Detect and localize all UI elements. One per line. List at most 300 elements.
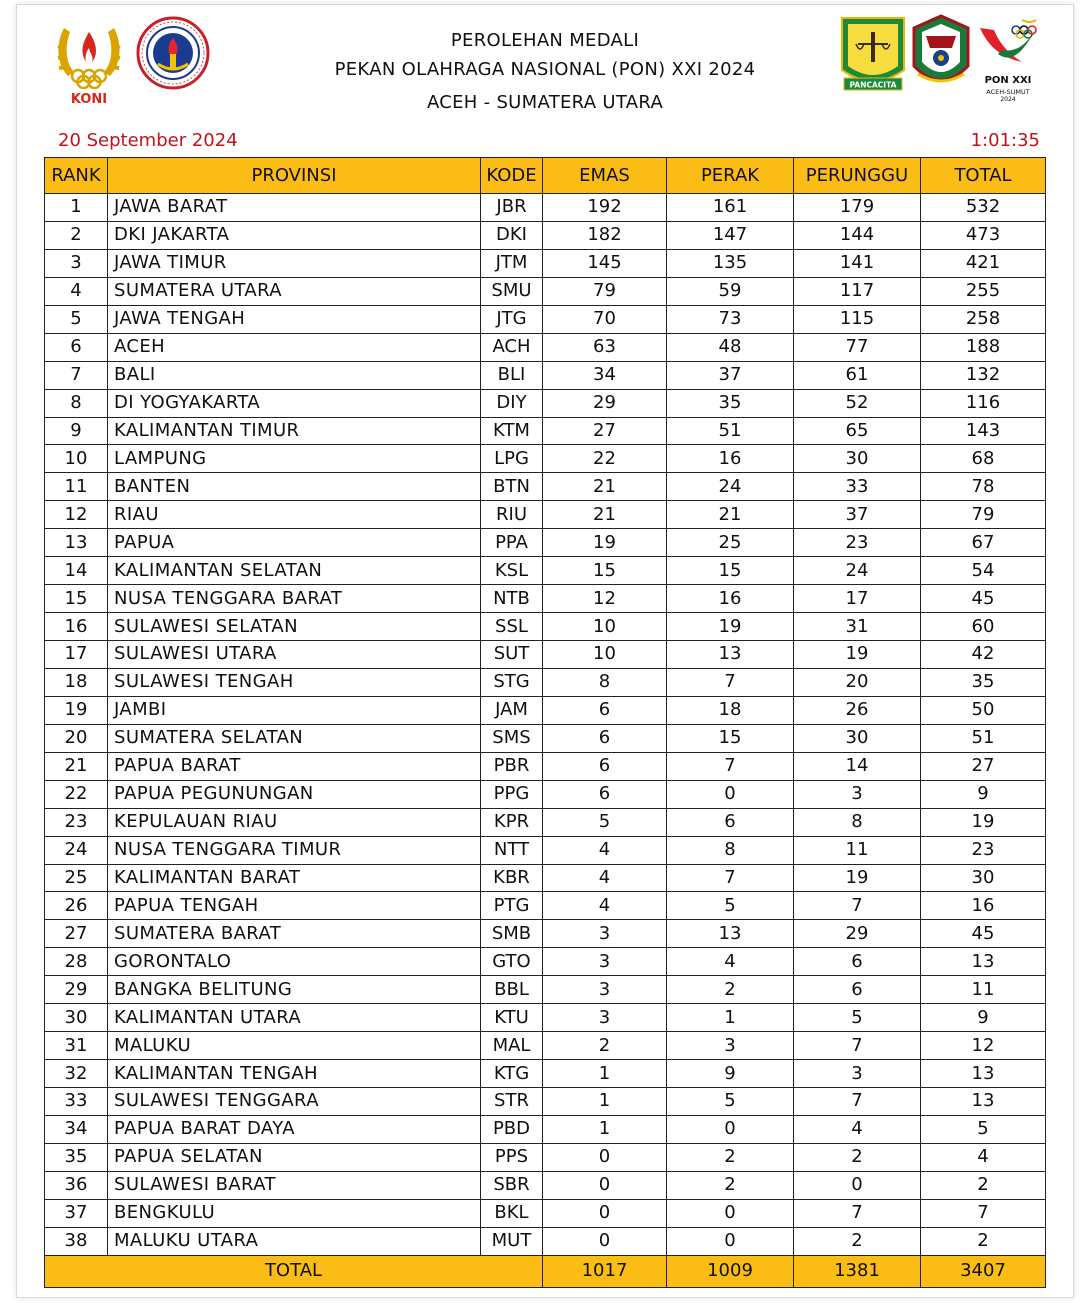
kode-cell: JTM xyxy=(481,249,543,277)
rank-cell: 37 xyxy=(45,1199,108,1227)
total-cell: 50 xyxy=(921,696,1046,724)
perak-cell: 135 xyxy=(667,249,794,277)
perak-cell: 2 xyxy=(667,1171,794,1199)
perak-cell: 73 xyxy=(667,305,794,333)
provinsi-cell: ACEH xyxy=(108,333,481,361)
table-row xyxy=(45,194,1046,222)
kode-cell: BKL xyxy=(481,1199,543,1227)
perunggu-cell: 144 xyxy=(794,221,921,249)
provinsi-cell: NUSA TENGGARA TIMUR xyxy=(108,836,481,864)
total-cell: 143 xyxy=(921,417,1046,445)
perak-cell: 5 xyxy=(667,1088,794,1116)
rank-cell: 2 xyxy=(45,221,108,249)
total-emas: 1017 xyxy=(543,1255,667,1287)
kode-cell: SMB xyxy=(481,920,543,948)
total-cell: 5 xyxy=(921,1115,1046,1143)
provinsi-cell: PAPUA SELATAN xyxy=(108,1143,481,1171)
provinsi-cell: LAMPUNG xyxy=(108,445,481,473)
perak-cell: 7 xyxy=(667,864,794,892)
perunggu-cell: 6 xyxy=(794,976,921,1004)
total-cell: 473 xyxy=(921,221,1046,249)
kode-cell: KBR xyxy=(481,864,543,892)
perunggu-cell: 23 xyxy=(794,529,921,557)
report-title: PEROLEHAN MEDALI xyxy=(450,30,640,51)
total-cell: 2 xyxy=(921,1171,1046,1199)
provinsi-cell: KALIMANTAN SELATAN xyxy=(108,557,481,585)
kode-cell: KTG xyxy=(481,1060,543,1088)
kode-cell: BLI xyxy=(481,361,543,389)
emas-cell: 79 xyxy=(543,277,667,305)
emas-cell: 29 xyxy=(543,389,667,417)
rank-cell: 8 xyxy=(45,389,108,417)
rank-cell: 27 xyxy=(45,920,108,948)
kode-cell: SSL xyxy=(481,613,543,641)
total-cell: 13 xyxy=(921,1088,1046,1116)
rank-cell: 32 xyxy=(45,1060,108,1088)
perunggu-cell: 17 xyxy=(794,585,921,613)
provinsi-cell: PAPUA xyxy=(108,529,481,557)
perunggu-cell: 61 xyxy=(794,361,921,389)
total-cell: 67 xyxy=(921,529,1046,557)
kode-cell: NTT xyxy=(481,836,543,864)
svg-text:KONI: KONI xyxy=(70,92,108,107)
emas-cell: 27 xyxy=(543,417,667,445)
rank-cell: 17 xyxy=(45,641,108,669)
table-row xyxy=(45,641,1046,669)
table-row xyxy=(45,305,1046,333)
perak-cell: 35 xyxy=(667,389,794,417)
rank-cell: 13 xyxy=(45,529,108,557)
provinsi-cell: RIAU xyxy=(108,501,481,529)
rank-cell: 31 xyxy=(45,1032,108,1060)
rank-cell: 19 xyxy=(45,696,108,724)
table-header-row xyxy=(45,158,1046,194)
kode-cell: PBD xyxy=(481,1115,543,1143)
total-cell: 116 xyxy=(921,389,1046,417)
perak-cell: 147 xyxy=(667,221,794,249)
provinsi-cell: SULAWESI UTARA xyxy=(108,641,481,669)
perunggu-cell: 19 xyxy=(794,641,921,669)
rank-cell: 29 xyxy=(45,976,108,1004)
rank-cell: 36 xyxy=(45,1171,108,1199)
perunggu-cell: 3 xyxy=(794,1060,921,1088)
rank-cell: 20 xyxy=(45,724,108,752)
total-cell: 9 xyxy=(921,780,1046,808)
kode-cell: KTM xyxy=(481,417,543,445)
table-row xyxy=(45,585,1046,613)
perunggu-cell: 65 xyxy=(794,417,921,445)
table-row xyxy=(45,1143,1046,1171)
sumatera-utara-logo xyxy=(912,14,970,96)
emas-cell: 63 xyxy=(543,333,667,361)
total-cell: 132 xyxy=(921,361,1046,389)
perunggu-cell: 19 xyxy=(794,864,921,892)
total-cell: 13 xyxy=(921,1060,1046,1088)
svg-text:ACEH-SUMUT: ACEH-SUMUT xyxy=(986,88,1030,96)
rank-cell: 26 xyxy=(45,892,108,920)
kode-cell: SBR xyxy=(481,1171,543,1199)
perunggu-cell: 20 xyxy=(794,668,921,696)
rank-cell: 23 xyxy=(45,808,108,836)
perak-cell: 2 xyxy=(667,1143,794,1171)
perak-cell: 5 xyxy=(667,892,794,920)
total-cell: 23 xyxy=(921,836,1046,864)
rank-cell: 28 xyxy=(45,948,108,976)
rank-cell: 7 xyxy=(45,361,108,389)
total-cell: 51 xyxy=(921,724,1046,752)
total-cell: 19 xyxy=(921,808,1046,836)
table-row xyxy=(45,920,1046,948)
total-cell: 2 xyxy=(921,1227,1046,1255)
emas-cell: 2 xyxy=(543,1032,667,1060)
kode-cell: PPA xyxy=(481,529,543,557)
perak-cell: 18 xyxy=(667,696,794,724)
perunggu-cell: 8 xyxy=(794,808,921,836)
perunggu-cell: 7 xyxy=(794,1199,921,1227)
perunggu-cell: 14 xyxy=(794,752,921,780)
kode-cell: PBR xyxy=(481,752,543,780)
perak-cell: 1 xyxy=(667,1004,794,1032)
emas-cell: 12 xyxy=(543,585,667,613)
report-time: 1:01:35 xyxy=(970,130,1040,151)
total-cell: 16 xyxy=(921,892,1046,920)
table-row xyxy=(45,1227,1046,1255)
total-cell: 45 xyxy=(921,920,1046,948)
provinsi-cell: PAPUA PEGUNUNGAN xyxy=(108,780,481,808)
perunggu-cell: 6 xyxy=(794,948,921,976)
kode-cell: KPR xyxy=(481,808,543,836)
total-cell: 79 xyxy=(921,501,1046,529)
total-perunggu: 1381 xyxy=(794,1255,921,1287)
kode-cell: JBR xyxy=(481,194,543,222)
perunggu-cell: 0 xyxy=(794,1171,921,1199)
kode-cell: JAM xyxy=(481,696,543,724)
perak-cell: 16 xyxy=(667,445,794,473)
kode-cell: BBL xyxy=(481,976,543,1004)
emas-cell: 0 xyxy=(543,1171,667,1199)
emas-cell: 6 xyxy=(543,724,667,752)
perak-cell: 0 xyxy=(667,1227,794,1255)
perak-cell: 59 xyxy=(667,277,794,305)
total-cell: 421 xyxy=(921,249,1046,277)
provinsi-cell: PAPUA TENGAH xyxy=(108,892,481,920)
perak-cell: 16 xyxy=(667,585,794,613)
kode-cell: SMS xyxy=(481,724,543,752)
perunggu-cell: 33 xyxy=(794,473,921,501)
event-title: PEKAN OLAHRAGA NASIONAL (PON) XXI 2024 xyxy=(334,59,756,80)
emas-cell: 3 xyxy=(543,948,667,976)
kode-cell: JTG xyxy=(481,305,543,333)
emas-cell: 0 xyxy=(543,1199,667,1227)
perak-cell: 13 xyxy=(667,641,794,669)
provinsi-cell: KALIMANTAN UTARA xyxy=(108,1004,481,1032)
perak-cell: 0 xyxy=(667,1115,794,1143)
pon-xxi-logo xyxy=(972,10,1044,104)
rank-cell: 38 xyxy=(45,1227,108,1255)
table-row xyxy=(45,613,1046,641)
emas-cell: 10 xyxy=(543,641,667,669)
provinsi-cell: BALI xyxy=(108,361,481,389)
perak-cell: 7 xyxy=(667,752,794,780)
perak-cell: 37 xyxy=(667,361,794,389)
table-row xyxy=(45,948,1046,976)
total-cell: 11 xyxy=(921,976,1046,1004)
emas-cell: 145 xyxy=(543,249,667,277)
rank-cell: 18 xyxy=(45,668,108,696)
total-cell: 13 xyxy=(921,948,1046,976)
table-row xyxy=(45,780,1046,808)
table-row xyxy=(45,389,1046,417)
table-row xyxy=(45,892,1046,920)
kode-cell: SMU xyxy=(481,277,543,305)
rank-cell: 30 xyxy=(45,1004,108,1032)
table-row xyxy=(45,1115,1046,1143)
emas-cell: 6 xyxy=(543,752,667,780)
kode-cell: LPG xyxy=(481,445,543,473)
rank-cell: 11 xyxy=(45,473,108,501)
perunggu-cell: 117 xyxy=(794,277,921,305)
emas-cell: 192 xyxy=(543,194,667,222)
perunggu-cell: 115 xyxy=(794,305,921,333)
emas-cell: 10 xyxy=(543,613,667,641)
table-row xyxy=(45,976,1046,1004)
perak-cell: 161 xyxy=(667,194,794,222)
kode-cell: SUT xyxy=(481,641,543,669)
provinsi-cell: KEPULAUAN RIAU xyxy=(108,808,481,836)
total-cell: 27 xyxy=(921,752,1046,780)
kode-cell: KSL xyxy=(481,557,543,585)
provinsi-cell: BANGKA BELITUNG xyxy=(108,976,481,1004)
table-row xyxy=(45,473,1046,501)
emas-cell: 182 xyxy=(543,221,667,249)
perunggu-cell: 77 xyxy=(794,333,921,361)
perak-cell: 24 xyxy=(667,473,794,501)
emas-cell: 8 xyxy=(543,668,667,696)
total-cell: 42 xyxy=(921,641,1046,669)
perunggu-cell: 24 xyxy=(794,557,921,585)
perunggu-cell: 179 xyxy=(794,194,921,222)
col-header-perunggu: PERUNGGU xyxy=(794,158,921,194)
emas-cell: 0 xyxy=(543,1227,667,1255)
provinsi-cell: KALIMANTAN BARAT xyxy=(108,864,481,892)
provinsi-cell: BANTEN xyxy=(108,473,481,501)
pancacita-aceh-logo xyxy=(838,14,908,94)
table-row xyxy=(45,864,1046,892)
provinsi-cell: JAWA TIMUR xyxy=(108,249,481,277)
perak-cell: 2 xyxy=(667,976,794,1004)
emas-cell: 15 xyxy=(543,557,667,585)
provinsi-cell: SUMATERA UTARA xyxy=(108,277,481,305)
report-date: 20 September 2024 xyxy=(58,130,238,151)
provinsi-cell: MALUKU xyxy=(108,1032,481,1060)
provinsi-cell: SULAWESI BARAT xyxy=(108,1171,481,1199)
perak-cell: 19 xyxy=(667,613,794,641)
perunggu-cell: 4 xyxy=(794,1115,921,1143)
provinsi-cell: PAPUA BARAT xyxy=(108,752,481,780)
perunggu-cell: 141 xyxy=(794,249,921,277)
total-cell: 188 xyxy=(921,333,1046,361)
provinsi-cell: PAPUA BARAT DAYA xyxy=(108,1115,481,1143)
emas-cell: 0 xyxy=(543,1143,667,1171)
kode-cell: PPS xyxy=(481,1143,543,1171)
perunggu-cell: 7 xyxy=(794,1032,921,1060)
rank-cell: 6 xyxy=(45,333,108,361)
emas-cell: 3 xyxy=(543,976,667,1004)
perak-cell: 6 xyxy=(667,808,794,836)
perunggu-cell: 29 xyxy=(794,920,921,948)
total-cell: 45 xyxy=(921,585,1046,613)
kode-cell: STG xyxy=(481,668,543,696)
perak-cell: 25 xyxy=(667,529,794,557)
col-header-perak: PERAK xyxy=(667,158,794,194)
provinsi-cell: JAWA TENGAH xyxy=(108,305,481,333)
emas-cell: 4 xyxy=(543,864,667,892)
rank-cell: 5 xyxy=(45,305,108,333)
table-row xyxy=(45,1088,1046,1116)
emas-cell: 1 xyxy=(543,1060,667,1088)
perunggu-cell: 7 xyxy=(794,1088,921,1116)
table-row xyxy=(45,417,1046,445)
emas-cell: 21 xyxy=(543,501,667,529)
kode-cell: DKI xyxy=(481,221,543,249)
rank-cell: 25 xyxy=(45,864,108,892)
col-header-emas: EMAS xyxy=(543,158,667,194)
table-row xyxy=(45,1171,1046,1199)
perunggu-cell: 30 xyxy=(794,445,921,473)
table-row xyxy=(45,501,1046,529)
table-row xyxy=(45,752,1046,780)
rank-cell: 15 xyxy=(45,585,108,613)
emas-cell: 70 xyxy=(543,305,667,333)
perunggu-cell: 31 xyxy=(794,613,921,641)
table-row xyxy=(45,808,1046,836)
table-row xyxy=(45,1199,1046,1227)
col-header-kode: KODE xyxy=(481,158,543,194)
emas-cell: 4 xyxy=(543,836,667,864)
perunggu-cell: 11 xyxy=(794,836,921,864)
perunggu-cell: 3 xyxy=(794,780,921,808)
emas-cell: 21 xyxy=(543,473,667,501)
kode-cell: MAL xyxy=(481,1032,543,1060)
perunggu-cell: 5 xyxy=(794,1004,921,1032)
provinsi-cell: SUMATERA BARAT xyxy=(108,920,481,948)
total-cell: 78 xyxy=(921,473,1046,501)
table-row xyxy=(45,445,1046,473)
table-row xyxy=(45,1032,1046,1060)
total-cell: 12 xyxy=(921,1032,1046,1060)
kode-cell: PTG xyxy=(481,892,543,920)
emas-cell: 3 xyxy=(543,1004,667,1032)
provinsi-cell: BENGKULU xyxy=(108,1199,481,1227)
total-cell: 68 xyxy=(921,445,1046,473)
provinsi-cell: SULAWESI SELATAN xyxy=(108,613,481,641)
table-body xyxy=(45,194,1046,1256)
emas-cell: 6 xyxy=(543,780,667,808)
provinsi-cell: KALIMANTAN TENGAH xyxy=(108,1060,481,1088)
table-row xyxy=(45,529,1046,557)
rank-cell: 16 xyxy=(45,613,108,641)
table-row xyxy=(45,696,1046,724)
rank-cell: 34 xyxy=(45,1115,108,1143)
provinsi-cell: KALIMANTAN TIMUR xyxy=(108,417,481,445)
rank-cell: 22 xyxy=(45,780,108,808)
perak-cell: 0 xyxy=(667,780,794,808)
total-cell: 60 xyxy=(921,613,1046,641)
kode-cell: NTB xyxy=(481,585,543,613)
kode-cell: MUT xyxy=(481,1227,543,1255)
rank-cell: 35 xyxy=(45,1143,108,1171)
kode-cell: PPG xyxy=(481,780,543,808)
total-label: TOTAL xyxy=(45,1255,543,1287)
col-header-rank: RANK xyxy=(45,158,108,194)
provinsi-cell: SULAWESI TENGAH xyxy=(108,668,481,696)
table-row xyxy=(45,333,1046,361)
perunggu-cell: 52 xyxy=(794,389,921,417)
perak-cell: 8 xyxy=(667,836,794,864)
perak-cell: 7 xyxy=(667,668,794,696)
svg-text:PANCACITA: PANCACITA xyxy=(849,80,897,90)
table-row xyxy=(45,277,1046,305)
rank-cell: 9 xyxy=(45,417,108,445)
table-row xyxy=(45,221,1046,249)
total-cell: 7 xyxy=(921,1199,1046,1227)
perak-cell: 4 xyxy=(667,948,794,976)
host-title: ACEH - SUMATERA UTARA xyxy=(426,92,664,113)
rank-cell: 33 xyxy=(45,1088,108,1116)
table-row xyxy=(45,724,1046,752)
provinsi-cell: NUSA TENGGARA BARAT xyxy=(108,585,481,613)
emas-cell: 19 xyxy=(543,529,667,557)
perak-cell: 3 xyxy=(667,1032,794,1060)
svg-text:2024: 2024 xyxy=(1000,96,1016,103)
total-cell: 30 xyxy=(921,864,1046,892)
total-total: 3407 xyxy=(921,1255,1046,1287)
emas-cell: 6 xyxy=(543,696,667,724)
perak-cell: 51 xyxy=(667,417,794,445)
emas-cell: 3 xyxy=(543,920,667,948)
rank-cell: 24 xyxy=(45,836,108,864)
table-row xyxy=(45,668,1046,696)
provinsi-cell: JAWA BARAT xyxy=(108,194,481,222)
perunggu-cell: 26 xyxy=(794,696,921,724)
total-cell: 35 xyxy=(921,668,1046,696)
provinsi-cell: MALUKU UTARA xyxy=(108,1227,481,1255)
emas-cell: 1 xyxy=(543,1115,667,1143)
table-row xyxy=(45,249,1046,277)
kode-cell: STR xyxy=(481,1088,543,1116)
emas-cell: 22 xyxy=(543,445,667,473)
table-row xyxy=(45,836,1046,864)
kode-cell: KTU xyxy=(481,1004,543,1032)
total-cell: 4 xyxy=(921,1143,1046,1171)
perunggu-cell: 2 xyxy=(794,1227,921,1255)
perak-cell: 48 xyxy=(667,333,794,361)
provinsi-cell: JAMBI xyxy=(108,696,481,724)
col-header-provinsi: PROVINSI xyxy=(108,158,481,194)
rank-cell: 1 xyxy=(45,194,108,222)
perak-cell: 15 xyxy=(667,724,794,752)
emas-cell: 5 xyxy=(543,808,667,836)
rank-cell: 14 xyxy=(45,557,108,585)
emas-cell: 4 xyxy=(543,892,667,920)
kode-cell: ACH xyxy=(481,333,543,361)
total-cell: 255 xyxy=(921,277,1046,305)
provinsi-cell: SUMATERA SELATAN xyxy=(108,724,481,752)
provinsi-cell: DKI JAKARTA xyxy=(108,221,481,249)
perunggu-cell: 7 xyxy=(794,892,921,920)
kode-cell: RIU xyxy=(481,501,543,529)
rank-cell: 4 xyxy=(45,277,108,305)
